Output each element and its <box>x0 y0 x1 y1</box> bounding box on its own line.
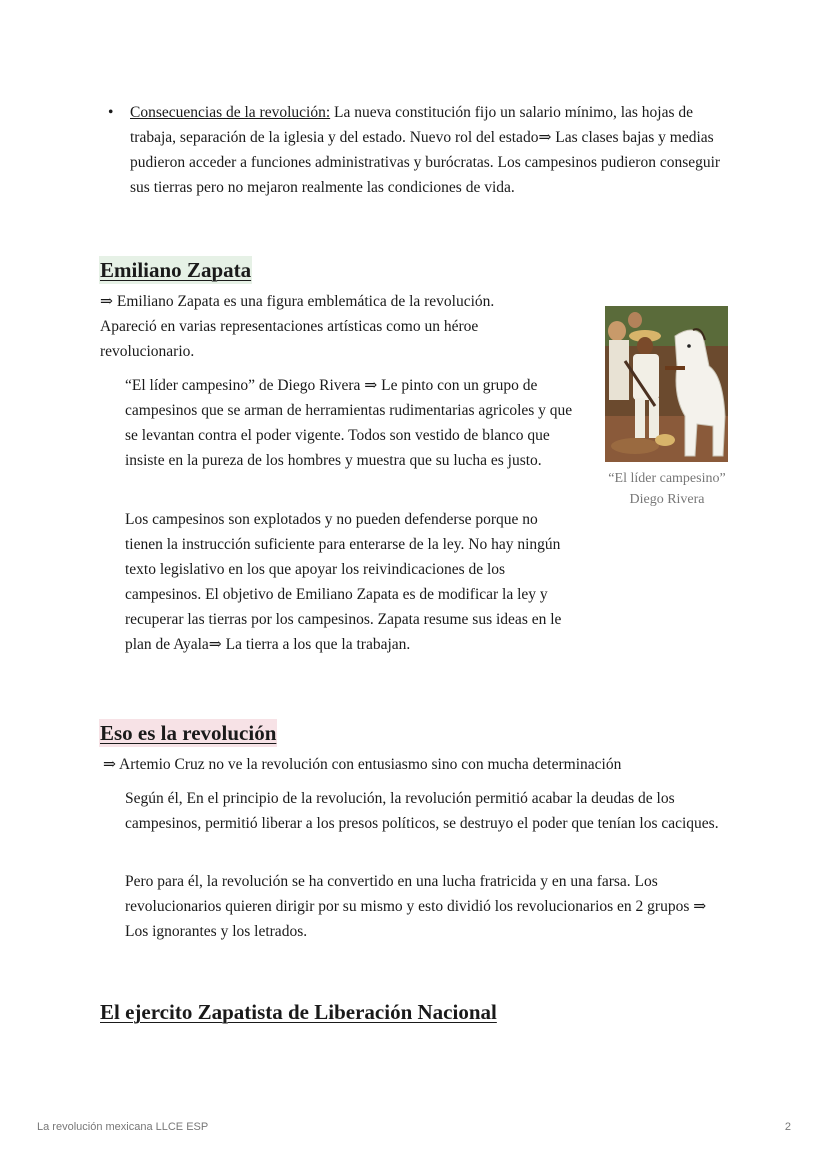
painting-caption <box>605 468 729 510</box>
consequences-bullet <box>108 100 728 200</box>
caption-title: “El líder campesino” <box>608 471 726 486</box>
footer-document-title: La revolución mexicana LLCE ESP <box>37 1121 209 1133</box>
consequences-label: Consecuencias de la revolución: <box>130 104 331 121</box>
heading-eso-es-la-revolucion: Eso es la revolución <box>100 721 277 745</box>
revolucion-paragraph-2: Pero para él, la revolución se ha convertido en una lucha fratricida y en una farsa. Los revolucionarios quieren dirigir por su mismo y esto dividió los revolucionarios en 2 grupos ⇒ Los ignorantes y los letrados. <box>125 873 707 940</box>
consequences-paragraph <box>130 100 728 200</box>
heading-ejercito-zapatista: El ejercito Zapatista de Liberación Nacional <box>100 1000 497 1024</box>
zapata-intro: ⇒ Emiliano Zapata es una figura emblemática de la revolución. Apareció en varias representaciones artísticas como un héroe revolucionario. <box>100 293 495 360</box>
bullet-dot-icon: • <box>108 104 114 121</box>
revolucion-intro: ⇒ Artemio Cruz no ve la revolución con entusiasmo sino con mucha determinación <box>103 756 622 773</box>
caption-artist: Diego Rivera <box>629 492 705 507</box>
heading-emiliano-zapata: Emiliano Zapata <box>100 258 252 282</box>
painting-figure <box>605 306 729 510</box>
consequences-text: La nueva constitución fijo un salario mínimo, las hojas de trabaja, separación de la iglesia y del estado. Nuevo rol del estado⇒ Las clases bajas y medias pudieron acceder a funciones administrativas y burócratas. Los campesinos pudieron conseguir sus tierras pero no mejaron realmente las condiciones de vida. <box>130 104 721 196</box>
zapata-paragraph-2: Los campesinos son explotados y no pueden defenderse porque no tienen la instrucción suficiente para enterarse de la ley. No hay ningún texto legislativo en los que apoyar los reivindicaciones de los campesinos. El objetivo de Emiliano Zapata es de modificar la ley y recuperar las tierras por los campesinos. Zapata resume sus ideas en le plan de Ayala⇒ La tierra a los que la trabajan. <box>125 511 562 653</box>
el-lider-campesino-painting <box>605 306 728 462</box>
footer-page-number: 2 <box>784 1121 791 1133</box>
revolucion-paragraph-1: Según él, En el principio de la revolución, la revolución permitió acabar la deudas de los campesinos, permitió liberar a los presos políticos, se destruyo el poder que tenían los caciques. <box>125 790 719 832</box>
zapata-paragraph-1: “El líder campesino” de Diego Rivera ⇒ Le pinto con un grupo de campesinos que se arman de herramientas rudimentarias agricoles y que se levantan contra el poder vigente. Todos son vestido de blanco que insiste en la pureza de los hombres y muestra que su lucha es justo. <box>125 377 573 469</box>
